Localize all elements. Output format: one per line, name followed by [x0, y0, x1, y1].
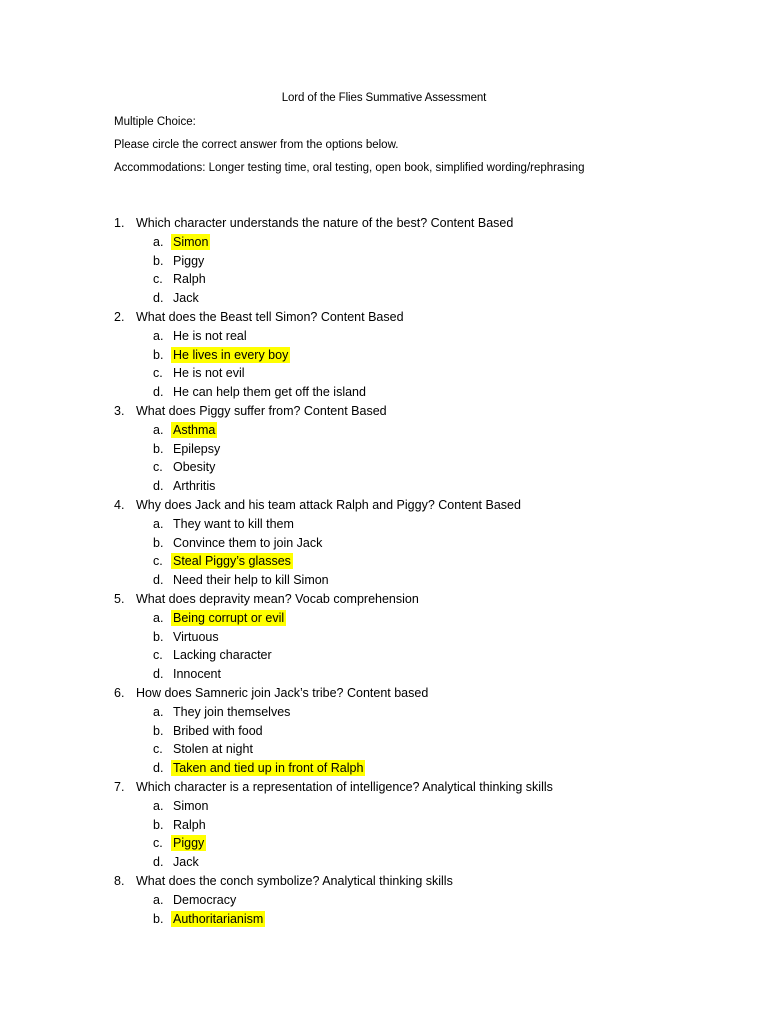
option-text: Bribed with food: [173, 723, 263, 738]
option-letter: b.: [153, 911, 164, 926]
answer-option: [153, 799, 210, 813]
answer-option: [153, 517, 296, 531]
answer-option-highlighted: [153, 611, 286, 625]
question-6: [114, 686, 428, 700]
option-letter: a.: [153, 234, 164, 249]
answer-option: [153, 648, 274, 662]
answer-option: [153, 254, 206, 268]
answer-option: [153, 667, 223, 681]
section-heading: Multiple Choice:: [114, 116, 196, 128]
option-text: Ralph: [173, 817, 206, 832]
answer-option-highlighted: [153, 348, 290, 362]
accommodations-text: Accommodations: Longer testing time, oral testing, open book, simplified wording/rephrasing: [114, 162, 585, 174]
question-number: 4.: [114, 498, 125, 512]
option-text: Democracy: [173, 892, 237, 907]
option-letter: a.: [153, 516, 164, 531]
option-text: Arthritis: [173, 479, 216, 494]
option-letter: a.: [153, 422, 164, 437]
option-text: He lives in every boy: [173, 347, 289, 362]
option-text: Piggy: [173, 253, 205, 268]
option-letter: a.: [153, 798, 164, 813]
answer-option: [153, 329, 249, 343]
question-text: What does Piggy suffer from? Content Based: [136, 404, 387, 418]
answer-option: [153, 479, 217, 493]
option-text: Being corrupt or evil: [173, 610, 285, 625]
question-4: [114, 498, 521, 512]
option-text: Simon: [173, 234, 209, 249]
answer-option-highlighted: [153, 554, 293, 568]
question-number: 3.: [114, 404, 125, 418]
option-letter: c.: [153, 742, 163, 757]
option-letter: d.: [153, 855, 164, 870]
option-letter: b.: [153, 535, 164, 550]
answer-option-highlighted: [153, 235, 210, 249]
option-text: Convince them to join Jack: [173, 535, 323, 550]
option-text: Piggy: [173, 836, 205, 851]
option-text: He can help them get off the island: [173, 385, 366, 400]
question-1: [114, 216, 513, 230]
option-letter: c.: [153, 460, 163, 475]
answer-option: [153, 291, 201, 305]
option-letter: c.: [153, 366, 163, 381]
option-text: Obesity: [173, 460, 216, 475]
option-text: Innocent: [173, 667, 221, 682]
answer-option: [153, 536, 324, 550]
question-text: Which character is a representation of intelligence? Analytical thinking skills: [136, 780, 553, 794]
question-text: What does depravity mean? Vocab comprehension: [136, 592, 419, 606]
question-text: Why does Jack and his team attack Ralph and Piggy? Content Based: [136, 498, 521, 512]
option-letter: d.: [153, 761, 164, 776]
option-text: Ralph: [173, 272, 206, 287]
option-text: Lacking character: [173, 648, 272, 663]
question-text: How does Samneric join Jack’s tribe? Content based: [136, 686, 429, 700]
answer-option: [153, 818, 208, 832]
option-letter: b.: [153, 253, 164, 268]
answer-option: [153, 460, 217, 474]
option-text: Epilepsy: [173, 441, 221, 456]
option-letter: d.: [153, 479, 164, 494]
answer-option: [153, 742, 255, 756]
option-letter: d.: [153, 573, 164, 588]
question-number: 1.: [114, 216, 125, 230]
option-text: Jack: [173, 291, 199, 306]
question-text: What does the Beast tell Simon? Content Based: [136, 310, 404, 324]
answer-option-highlighted: [153, 423, 217, 437]
answer-option-highlighted: [153, 836, 206, 850]
answer-option: [153, 855, 201, 869]
option-text: Taken and tied up in front of Ralph: [173, 761, 364, 776]
option-letter: c.: [153, 648, 163, 663]
option-text: Need their help to kill Simon: [173, 573, 329, 588]
option-text: Jack: [173, 855, 199, 870]
option-letter: b.: [153, 441, 164, 456]
option-text: Stolen at night: [173, 742, 253, 757]
answer-option: [153, 705, 292, 719]
option-text: He is not evil: [173, 366, 245, 381]
option-text: Asthma: [173, 422, 216, 437]
option-letter: c.: [153, 554, 163, 569]
answer-option: [153, 442, 222, 456]
answer-option-highlighted: [153, 912, 265, 926]
answer-option: [153, 724, 265, 738]
option-text: Steal Piggy’s glasses: [173, 554, 291, 569]
question-text: Which character understands the nature of the best? Content Based: [136, 216, 514, 230]
answer-option: [153, 573, 331, 587]
page-title: Lord of the Flies Summative Assessment: [281, 92, 487, 104]
question-number: 2.: [114, 310, 125, 324]
option-letter: a.: [153, 892, 164, 907]
question-8: [114, 874, 453, 888]
option-text: Simon: [173, 798, 209, 813]
option-letter: c.: [153, 836, 163, 851]
answer-option: [153, 366, 247, 380]
question-number: 6.: [114, 686, 125, 700]
option-letter: d.: [153, 667, 164, 682]
option-letter: b.: [153, 347, 164, 362]
option-letter: a.: [153, 610, 164, 625]
option-letter: d.: [153, 291, 164, 306]
option-letter: b.: [153, 817, 164, 832]
question-number: 8.: [114, 874, 125, 888]
question-number: 5.: [114, 592, 125, 606]
question-text: What does the conch symbolize? Analytical thinking skills: [136, 874, 453, 888]
question-7: [114, 780, 553, 794]
answer-option: [153, 385, 368, 399]
answer-option: [153, 893, 238, 907]
question-number: 7.: [114, 780, 125, 794]
answer-option: [153, 630, 221, 644]
option-text: He is not real: [173, 328, 247, 343]
option-text: Virtuous: [173, 629, 219, 644]
answer-option-highlighted: [153, 761, 365, 775]
option-letter: b.: [153, 723, 164, 738]
option-text: Authoritarianism: [173, 911, 264, 926]
option-letter: b.: [153, 629, 164, 644]
option-letter: c.: [153, 272, 163, 287]
option-letter: d.: [153, 385, 164, 400]
option-text: They join themselves: [173, 704, 291, 719]
question-5: [114, 592, 419, 606]
instructions-text: Please circle the correct answer from the options below.: [114, 139, 399, 151]
question-3: [114, 404, 387, 418]
option-text: They want to kill them: [173, 516, 294, 531]
option-letter: a.: [153, 328, 164, 343]
question-2: [114, 310, 404, 324]
answer-option: [153, 272, 208, 286]
option-letter: a.: [153, 704, 164, 719]
